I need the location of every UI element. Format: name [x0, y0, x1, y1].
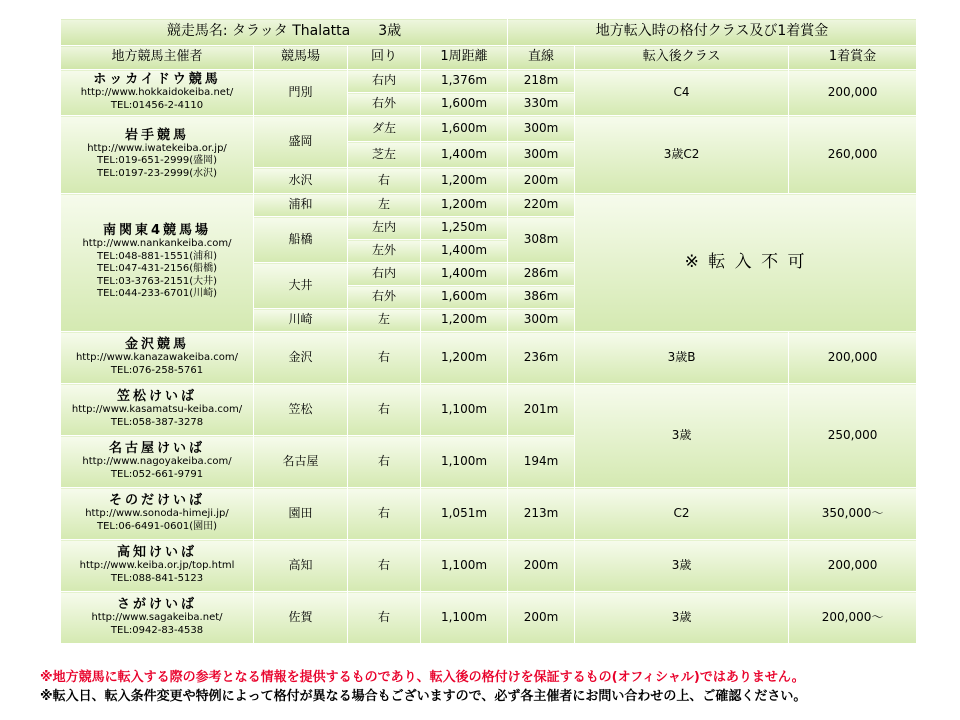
- organizer-url[interactable]: http://www.kanazawakeiba.com/: [75, 352, 239, 364]
- organizer-tel: TEL:0197-23-2999(水沢): [96, 167, 217, 179]
- distance-cell: 1,250m: [421, 217, 508, 240]
- organizer-name: ホッカイドウ競馬: [93, 71, 221, 87]
- track-cell: 金沢: [254, 332, 348, 384]
- direction-cell: 左: [348, 309, 421, 332]
- direction-cell: 右: [348, 592, 421, 644]
- organizer-tel: TEL:058-387-3278: [110, 416, 204, 428]
- direction-cell: 右: [348, 384, 421, 436]
- col-track: 競馬場: [254, 46, 348, 70]
- class-cell: C4: [575, 70, 789, 116]
- organizer-hokkaido: [61, 70, 254, 116]
- organizer-name: 金沢競馬: [124, 336, 189, 352]
- table-row: [61, 332, 917, 384]
- direction-cell: 右内: [348, 70, 421, 93]
- direction-cell: 右: [348, 332, 421, 384]
- track-cell: 園田: [254, 488, 348, 540]
- distance-cell: 1,400m: [421, 240, 508, 263]
- prize-cell: 250,000: [789, 384, 917, 488]
- prize-cell: 260,000: [789, 116, 917, 194]
- straight-cell: 308m: [508, 217, 575, 263]
- disclaimer-red: ※地方競馬に転入する際の参考となる情報を提供するものであり、転入後の格付けを保証するもの(オフィシャル)ではありません。: [40, 670, 805, 685]
- organizer-kanazawa: [61, 332, 254, 384]
- track-cell: 佐賀: [254, 592, 348, 644]
- direction-cell: 芝左: [348, 142, 421, 168]
- straight-cell: 220m: [508, 194, 575, 217]
- class-cell: 3歳B: [575, 332, 789, 384]
- organizer-tel: TEL:0942-83-4538: [110, 624, 204, 636]
- col-organizer: 地方競馬主催者: [61, 46, 254, 70]
- straight-cell: 300m: [508, 142, 575, 168]
- distance-cell: 1,200m: [421, 194, 508, 217]
- organizer-name: 高知けいば: [116, 544, 197, 560]
- direction-cell: 右: [348, 168, 421, 194]
- class-cell: 3歳: [575, 384, 789, 488]
- table-row: [61, 540, 917, 592]
- direction-cell: 右内: [348, 263, 421, 286]
- direction-cell: 右外: [348, 286, 421, 309]
- organizer-tel: TEL:052-661-9791: [110, 468, 204, 480]
- straight-cell: 330m: [508, 93, 575, 116]
- transfer-title-header: 地方転入時の格付クラス及び1着賞金: [508, 19, 917, 46]
- organizer-tel: TEL:088-841-5123: [110, 572, 204, 584]
- distance-cell: 1,600m: [421, 116, 508, 142]
- organizer-name: 南関東4競馬場: [102, 223, 212, 239]
- direction-cell: 右: [348, 540, 421, 592]
- table-row: [61, 592, 917, 644]
- col-distance: 1周距離: [421, 46, 508, 70]
- column-header-row: [61, 46, 917, 70]
- straight-cell: 194m: [508, 436, 575, 488]
- track-cell: 名古屋: [254, 436, 348, 488]
- distance-cell: 1,600m: [421, 93, 508, 116]
- disclaimer-notes: [40, 668, 940, 706]
- organizer-tel: TEL:019-651-2999(盛岡): [96, 155, 217, 167]
- distance-cell: 1,600m: [421, 286, 508, 309]
- class-cell: 3歳C2: [575, 116, 789, 194]
- distance-cell: 1,100m: [421, 436, 508, 488]
- prize-cell: 200,000: [789, 540, 917, 592]
- direction-cell: 右: [348, 488, 421, 540]
- organizer-nankan: [61, 194, 254, 332]
- track-cell: 船橋: [254, 217, 348, 263]
- straight-cell: 201m: [508, 384, 575, 436]
- track-cell: 盛岡: [254, 116, 348, 168]
- disclaimer-black: ※転入日、転入条件変更や特例によって格付が異なる場合もございますので、必ず各主催者にお問い合わせの上、ご確認ください。: [40, 689, 807, 704]
- organizer-name: さがけいば: [116, 596, 197, 612]
- straight-cell: 300m: [508, 116, 575, 142]
- organizer-name: そのだけいば: [108, 492, 205, 508]
- col-direction: 回り: [348, 46, 421, 70]
- col-straight: 直線: [508, 46, 575, 70]
- organizer-name: 名古屋けいば: [108, 440, 205, 456]
- table-row: [61, 116, 917, 142]
- track-cell: 浦和: [254, 194, 348, 217]
- class-cell: 3歳: [575, 592, 789, 644]
- straight-cell: 286m: [508, 263, 575, 286]
- distance-cell: 1,400m: [421, 263, 508, 286]
- organizer-url[interactable]: http://www.sonoda-himeji.jp/: [85, 508, 229, 520]
- distance-cell: 1,376m: [421, 70, 508, 93]
- direction-cell: 左外: [348, 240, 421, 263]
- direction-cell: ダ左: [348, 116, 421, 142]
- class-cell: C2: [575, 488, 789, 540]
- organizer-url[interactable]: http://www.hokkaidokeiba.net/: [80, 87, 234, 99]
- distance-cell: 1,100m: [421, 540, 508, 592]
- straight-cell: 200m: [508, 168, 575, 194]
- organizer-nagoya: [61, 436, 254, 488]
- track-cell: 高知: [254, 540, 348, 592]
- straight-cell: 213m: [508, 488, 575, 540]
- transfer-class-table: [60, 18, 917, 644]
- class-cell: 3歳: [575, 540, 789, 592]
- distance-cell: 1,400m: [421, 142, 508, 168]
- track-cell: 川崎: [254, 309, 348, 332]
- prize-cell: 350,000～: [789, 488, 917, 540]
- organizer-sonoda: [61, 488, 254, 540]
- track-cell: 水沢: [254, 168, 348, 194]
- distance-cell: 1,051m: [421, 488, 508, 540]
- straight-cell: 218m: [508, 70, 575, 93]
- straight-cell: 236m: [508, 332, 575, 384]
- distance-cell: 1,200m: [421, 309, 508, 332]
- direction-cell: 右外: [348, 93, 421, 116]
- organizer-tel: TEL:03-3763-2151(大井): [96, 275, 217, 287]
- direction-cell: 右: [348, 436, 421, 488]
- track-cell: 大井: [254, 263, 348, 309]
- prize-cell: 200,000: [789, 332, 917, 384]
- table-row: [61, 194, 917, 217]
- distance-cell: 1,100m: [421, 384, 508, 436]
- organizer-name: 笠松けいば: [116, 388, 197, 404]
- organizer-kochi: [61, 540, 254, 592]
- track-cell: 笠松: [254, 384, 348, 436]
- horse-name-header: 競走馬名: タラッタ Thalatta 3歳: [61, 19, 508, 46]
- organizer-iwate: [61, 116, 254, 194]
- organizer-url[interactable]: http://www.sagakeiba.net/: [91, 612, 223, 624]
- transfer-not-allowed-cell: ※ 転 入 不 可: [575, 194, 917, 332]
- organizer-tel: TEL:06-6491-0601(園田): [96, 520, 217, 532]
- organizer-tel: TEL:048-881-1551(浦和): [96, 250, 217, 262]
- table-row: [61, 384, 917, 436]
- organizer-kasamatsu: [61, 384, 254, 436]
- organizer-tel: TEL:01456-2-4110: [110, 99, 204, 111]
- prize-cell: 200,000: [789, 70, 917, 116]
- organizer-url[interactable]: http://www.nankankeiba.com/: [82, 238, 232, 250]
- title-row: [61, 19, 917, 46]
- straight-cell: 300m: [508, 309, 575, 332]
- organizer-tel: TEL:047-431-2156(船橋): [96, 263, 217, 275]
- prize-cell: 200,000～: [789, 592, 917, 644]
- distance-cell: 1,200m: [421, 168, 508, 194]
- col-class: 転入後クラス: [575, 46, 789, 70]
- organizer-saga: [61, 592, 254, 644]
- straight-cell: 200m: [508, 540, 575, 592]
- distance-cell: 1,100m: [421, 592, 508, 644]
- organizer-tel: TEL:044-233-6701(川崎): [96, 288, 217, 300]
- table-row: [61, 70, 917, 93]
- organizer-url[interactable]: http://www.keiba.or.jp/top.html: [79, 560, 235, 572]
- organizer-url[interactable]: http://www.kasamatsu-keiba.com/: [71, 404, 243, 416]
- organizer-url[interactable]: http://www.nagoyakeiba.com/: [82, 456, 232, 468]
- organizer-url[interactable]: http://www.iwatekeiba.or.jp/: [87, 142, 227, 154]
- table-row: [61, 488, 917, 540]
- straight-cell: 386m: [508, 286, 575, 309]
- distance-cell: 1,200m: [421, 332, 508, 384]
- direction-cell: 左: [348, 194, 421, 217]
- organizer-tel: TEL:076-258-5761: [110, 364, 204, 376]
- straight-cell: 200m: [508, 592, 575, 644]
- direction-cell: 左内: [348, 217, 421, 240]
- col-prize: 1着賞金: [789, 46, 917, 70]
- track-cell: 門別: [254, 70, 348, 116]
- organizer-name: 岩手競馬: [124, 127, 189, 143]
